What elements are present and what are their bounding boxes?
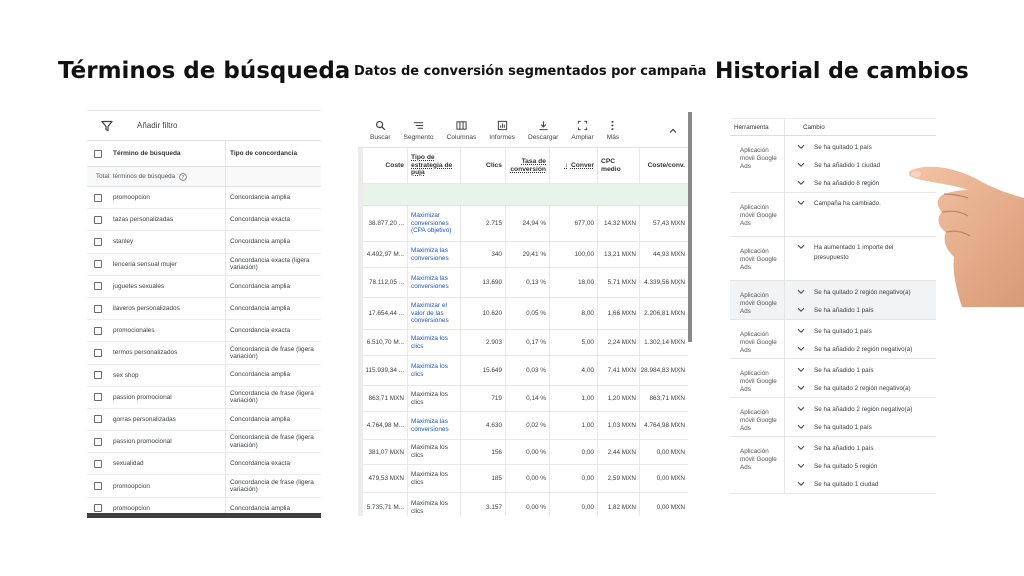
search-icon (375, 120, 386, 131)
change-item[interactable] (785, 418, 936, 436)
columns-icon (456, 120, 467, 131)
chevron-down-icon[interactable] (797, 200, 805, 206)
tool-cell: Aplicación móvil Google Ads (730, 398, 785, 436)
search-term-cell: sexualidad (113, 460, 144, 468)
column-header-change[interactable]: Cambio (803, 123, 825, 131)
tool-cell: Aplicación móvil Google Ads (730, 193, 785, 236)
row-checkbox[interactable] (94, 238, 102, 246)
help-icon[interactable] (179, 173, 187, 181)
toolbar-label: Buscar (370, 134, 391, 141)
header-cost-per-conv[interactable]: Coste/conv. (647, 161, 685, 169)
conversions-cell: 1,00 (550, 386, 598, 411)
table-row[interactable] (363, 440, 688, 465)
change-group (730, 320, 936, 359)
header-avg-cpc[interactable]: CPC medio (598, 148, 640, 183)
cost-cell: 17.654,44 ... (363, 298, 408, 329)
avg-cpc-cell: 7,41 MXN (598, 356, 640, 385)
row-checkbox[interactable] (94, 371, 102, 379)
change-item[interactable] (785, 439, 936, 457)
clicks-cell: 3.157 (461, 493, 506, 516)
cost-cell: 479,53 MXN (363, 465, 408, 492)
conversion-rate-cell: 29,41 % (506, 242, 550, 267)
conversion-rate-cell: 24,94 % (506, 206, 550, 241)
bid-strategy-cell: Maximiza los clics (408, 440, 461, 464)
chevron-down-icon[interactable] (797, 463, 805, 469)
row-checkbox[interactable] (94, 349, 102, 357)
tool-cell: Aplicación móvil Google Ads (730, 237, 785, 280)
toolbar-search-button[interactable] (370, 112, 391, 141)
table-row[interactable] (87, 475, 321, 497)
clicks-cell: 185 (461, 465, 506, 492)
match-type-cell: Concordancia exacta (230, 216, 291, 224)
conversion-table (363, 148, 688, 516)
table-row[interactable] (87, 320, 321, 342)
row-checkbox[interactable] (94, 504, 102, 512)
cost-cell: 38.877,20 ... (363, 206, 408, 241)
total-row (87, 167, 321, 187)
table-row[interactable] (87, 231, 321, 253)
download-icon (538, 120, 549, 131)
select-all-checkbox[interactable] (94, 150, 102, 158)
toolbar-label: Informes (489, 134, 515, 141)
search-term-cell: passion promocional (113, 393, 172, 401)
toolbar-label: Descargar (527, 134, 559, 141)
clicks-cell: 2.903 (461, 330, 506, 355)
cost-per-conversion-cell: 4.339,56 MXN (644, 279, 685, 286)
row-checkbox[interactable] (94, 305, 102, 313)
bid-strategy-cell: Maximiza los clics (408, 386, 461, 411)
bid-strategy-cell[interactable]: Maximiza las conversiones (408, 268, 461, 297)
conversion-rate-cell: 0,05 % (506, 298, 550, 329)
table-row[interactable] (363, 412, 688, 440)
toolbar-label: Segmento (403, 134, 434, 141)
change-text: Se ha quitado 5 región (814, 462, 878, 470)
avg-cpc-cell: 13,21 MXN (598, 242, 640, 267)
filter-icon[interactable] (101, 120, 113, 132)
match-type-cell: Concordancia amplia (230, 304, 291, 312)
search-terms-header-row (87, 141, 321, 167)
conversions-cell: 5,00 (550, 330, 598, 355)
chevron-down-icon[interactable] (797, 244, 805, 250)
toolbar-expand-button[interactable] (571, 112, 593, 141)
bid-strategy-cell[interactable]: Maximiza los clics (408, 330, 461, 355)
bid-strategy-cell: Maximiza los clics (408, 465, 461, 492)
table-row[interactable] (87, 431, 321, 453)
change-group (730, 359, 936, 398)
header-conversions-label: Conver (570, 161, 594, 169)
table-row[interactable] (87, 365, 321, 387)
tool-cell: Aplicación móvil Google Ads (730, 281, 785, 319)
clicks-cell: 10.620 (461, 298, 506, 329)
conversions-cell: 0,00 (550, 440, 598, 464)
highlighted-row (363, 184, 688, 206)
chevron-down-icon[interactable] (797, 346, 805, 352)
toolbar-download-button[interactable] (528, 112, 558, 141)
match-type-cell: Concordancia amplia (230, 415, 291, 423)
conversion-rate-cell: 0,13 % (506, 268, 550, 297)
table-row[interactable] (363, 242, 688, 268)
chevron-down-icon[interactable] (797, 180, 805, 186)
cost-cell: 115.939,34 ... (363, 356, 408, 385)
change-text: Se ha añadido 2 región negativo(a) (814, 345, 913, 353)
table-row[interactable] (87, 298, 321, 320)
row-checkbox[interactable] (94, 460, 102, 468)
row-checkbox[interactable] (94, 438, 102, 446)
change-group (730, 398, 936, 437)
tool-cell: Aplicación móvil Google Ads (730, 437, 785, 493)
conversion-rate-cell: 0,17 % (506, 330, 550, 355)
cost-cell: 381,07 MXN (363, 440, 408, 464)
table-row[interactable] (87, 276, 321, 298)
search-term-cell: tazas personalizadas (113, 216, 174, 224)
table-row[interactable] (87, 254, 321, 276)
table-row[interactable] (363, 298, 688, 330)
change-text: Se ha quitado 2 región negativo(a) (814, 288, 911, 296)
change-group (730, 437, 936, 494)
conversions-cell: 0,00 (550, 465, 598, 492)
avg-cpc-cell: 1,82 MXN (598, 493, 640, 516)
match-type-cell: Concordancia amplia (230, 193, 291, 201)
search-term-cell: stanley (113, 238, 134, 246)
chevron-down-icon[interactable] (797, 445, 805, 451)
change-text: Se ha añadido 2 región negativo(a) (814, 405, 913, 413)
cost-per-conversion-cell: 0,00 MXN (656, 448, 685, 456)
search-term-cell: promoopcion (113, 504, 150, 512)
add-filter-label[interactable]: Añadir filtro (137, 121, 178, 130)
match-type-cell: Concordancia amplia (230, 371, 291, 379)
search-terms-panel (87, 110, 321, 518)
cost-cell: 4.492,97 M... (363, 242, 408, 267)
conversion-data-panel (358, 112, 692, 516)
column-header-term[interactable]: Término de búsqueda (113, 150, 181, 157)
row-checkbox[interactable] (94, 327, 102, 335)
search-term-cell: promocionales (113, 327, 155, 335)
chevron-down-icon[interactable] (797, 406, 805, 412)
conversion-data-heading: Datos de conversión segmentados por campaña (354, 64, 707, 79)
conversions-cell: 1,00 (550, 412, 598, 439)
more-vert-icon (607, 120, 618, 131)
change-text: Se ha añadido 1 país (814, 306, 874, 314)
change-text: Se ha quitado 1 país (814, 327, 872, 335)
table-row[interactable] (363, 206, 688, 242)
chevron-down-icon[interactable] (797, 307, 805, 313)
toolbar-reports-button[interactable] (489, 112, 515, 141)
tool-cell: Aplicación móvil Google Ads (730, 136, 785, 192)
clicks-cell: 15.649 (461, 356, 506, 385)
match-type-cell: Concordancia exacta (ligera variación) (230, 256, 310, 272)
cost-cell: 863,71 MXN (363, 386, 408, 411)
horizontal-scrollbar[interactable] (87, 513, 321, 518)
cost-per-conversion-cell: 1.302,14 MXN (644, 339, 685, 346)
bid-strategy-cell[interactable]: Maximizar conversiones (CPA objetivo) (408, 206, 461, 241)
search-term-cell: sex shop (113, 371, 139, 379)
avg-cpc-cell: 1,20 MXN (598, 386, 640, 411)
match-type-cell: Concordancia de frase (ligera variación) (230, 434, 314, 449)
row-checkbox[interactable] (94, 415, 102, 423)
conversion-rate-cell: 0,00 % (506, 493, 550, 516)
chevron-down-icon[interactable] (797, 328, 805, 334)
match-type-cell: Concordancia de frase (ligera variación) (230, 478, 314, 494)
row-checkbox[interactable] (94, 260, 102, 268)
change-text: Ha aumentado 1 importe del presupuesto (814, 244, 894, 262)
chevron-down-icon[interactable] (797, 385, 805, 391)
bid-strategy-cell[interactable]: Maximiza las conversiones (408, 412, 461, 439)
vertical-scrollbar[interactable] (688, 112, 692, 342)
change-text: Se ha añadido 1 ciudad (814, 161, 881, 169)
change-item[interactable] (785, 322, 936, 340)
table-row[interactable] (87, 453, 321, 475)
segment-icon (413, 120, 424, 131)
sort-desc-arrow-icon: ↓ (564, 161, 568, 169)
column-header-match-type[interactable]: Tipo de concordancia (230, 149, 298, 157)
change-text: Se ha añadido 8 región (814, 179, 880, 187)
bid-strategy-cell[interactable]: Maximiza los clics (408, 356, 461, 385)
clicks-cell: 13.690 (461, 268, 506, 297)
reports-icon (497, 120, 508, 131)
toolbar-label: Columnas (446, 134, 477, 141)
cost-per-conversion-cell: 28.984,83 MXN (640, 367, 685, 374)
row-checkbox[interactable] (94, 282, 102, 290)
change-text: Se ha quitado 1 ciudad (814, 480, 879, 488)
conversion-rate-cell: 0,00 % (506, 440, 550, 464)
cost-per-conversion-cell: 57,43 MXN (653, 220, 685, 227)
cost-per-conversion-cell: 863,71 MXN (649, 395, 685, 402)
conversions-cell: 18,00 (550, 268, 598, 297)
header-conversions[interactable] (550, 148, 598, 183)
tool-cell: Aplicación móvil Google Ads (730, 359, 785, 397)
header-conversion-rate[interactable]: Tasa de conversión (506, 148, 550, 183)
change-text: Se ha añadido 1 país (814, 366, 874, 374)
change-item[interactable] (785, 457, 936, 475)
clicks-cell: 340 (461, 242, 506, 267)
cost-per-conversion-cell: 44,93 MXN (653, 251, 685, 258)
change-text: Se ha quitado 1 país (814, 423, 872, 431)
conversion-rate-cell: 0,14 % (506, 386, 550, 411)
avg-cpc-cell: 5,71 MXN (598, 268, 640, 297)
avg-cpc-cell: 2,44 MXN (598, 440, 640, 464)
toolbar-label: Ampliar (571, 134, 594, 141)
clicks-cell: 2.715 (461, 206, 506, 241)
search-terms-heading: Términos de búsqueda (58, 58, 351, 84)
table-row[interactable] (363, 330, 688, 356)
bid-strategy-cell[interactable]: Maximiza las conversiones (408, 242, 461, 267)
change-item[interactable] (785, 400, 936, 418)
search-terms-list (87, 187, 321, 518)
match-type-cell: Concordancia amplia (230, 282, 291, 290)
change-history-heading: Historial de cambios (715, 59, 969, 84)
svg-text:?: ? (181, 174, 185, 181)
avg-cpc-cell: 2,24 MXN (598, 330, 640, 355)
toolbar-segment-button[interactable] (404, 112, 434, 141)
conversions-cell: 677,00 (550, 206, 598, 241)
conversions-cell: 0,00 (550, 493, 598, 516)
chevron-down-icon[interactable] (797, 424, 805, 430)
collapse-chevron-up-icon[interactable] (668, 126, 678, 136)
search-term-cell: promoopcion (113, 194, 150, 202)
column-header-tool[interactable]: Herramienta (730, 119, 785, 135)
expand-icon (577, 120, 588, 131)
cost-per-conversion-cell: 0,00 MXN (656, 504, 685, 511)
clicks-cell: 719 (461, 386, 506, 411)
table-row[interactable] (87, 409, 321, 431)
table-row[interactable] (87, 342, 321, 364)
cost-cell: 78.112,05 ... (363, 268, 408, 297)
cost-per-conversion-cell: 4.764,98 MXN (644, 422, 685, 429)
toolbar-label: Más (606, 134, 620, 141)
clicks-cell: 156 (461, 440, 506, 464)
conversion-rate-cell: 0,03 % (506, 356, 550, 385)
chevron-down-icon[interactable] (797, 367, 805, 373)
search-term-cell: lenceria sensual mujer (113, 260, 177, 268)
cost-cell: 4.764,98 M... (363, 412, 408, 439)
cost-per-conversion-cell: 0,00 MXN (656, 475, 685, 482)
conversions-cell: 4,00 (550, 356, 598, 385)
chevron-down-icon[interactable] (797, 481, 805, 487)
avg-cpc-cell: 14,32 MXN (598, 206, 640, 241)
chevron-down-icon[interactable] (797, 144, 805, 150)
change-text: Se ha quitado 1 país (814, 143, 872, 151)
toolbar-more-button[interactable] (607, 112, 619, 141)
row-checkbox[interactable] (94, 216, 102, 224)
bid-strategy-cell: Maximiza los clics (408, 493, 461, 516)
chevron-down-icon[interactable] (797, 162, 805, 168)
toolbar-columns-button[interactable] (447, 112, 477, 141)
avg-cpc-cell: 1,66 MXN (598, 298, 640, 329)
row-checkbox[interactable] (94, 482, 102, 490)
total-label: Total: términos de búsqueda (96, 173, 176, 180)
pointing-hand-image (902, 132, 1024, 307)
change-item[interactable] (785, 340, 936, 358)
match-type-cell: Concordancia de frase (ligera variación) (230, 345, 314, 360)
search-term-cell: termos personalizados (113, 349, 178, 357)
avg-cpc-cell: 2,59 MXN (598, 465, 640, 492)
row-checkbox[interactable] (94, 393, 102, 401)
table-toolbar (358, 112, 692, 148)
clicks-cell: 4.630 (461, 412, 506, 439)
change-text: Se ha añadido 1 país (814, 444, 874, 452)
cost-cell: 6.510,70 M... (363, 330, 408, 355)
cost-cell: 5.735,71 M... (363, 493, 408, 516)
table-row[interactable] (87, 187, 321, 209)
match-type-cell: Concordancia exacta (230, 327, 291, 335)
table-row[interactable] (87, 387, 321, 409)
table-row[interactable] (87, 209, 321, 231)
avg-cpc-cell: 1,03 MXN (598, 412, 640, 439)
row-checkbox[interactable] (94, 194, 102, 202)
conversion-table-header (363, 148, 688, 184)
search-term-cell: passion promocional (113, 438, 172, 446)
conversion-rows (363, 206, 688, 516)
header-coste[interactable]: Coste (363, 148, 408, 183)
table-row[interactable] (363, 386, 688, 412)
change-item[interactable] (785, 475, 936, 493)
search-term-cell: juguetes sexuales (113, 282, 165, 290)
match-type-cell: Concordancia amplia (230, 504, 291, 512)
conversions-cell: 8,00 (550, 298, 598, 329)
table-row[interactable] (363, 268, 688, 298)
table-row[interactable] (363, 465, 688, 493)
header-bid-strategy[interactable]: Tipo de estrategia de puja (408, 148, 461, 183)
conversions-cell: 100,00 (550, 242, 598, 267)
search-term-cell: promoopcion (113, 482, 150, 490)
cost-per-conversion-cell: 2.206,81 MXN (644, 310, 685, 317)
chevron-down-icon[interactable] (797, 289, 805, 295)
conversion-rate-cell: 0,02 % (506, 412, 550, 439)
header-clics[interactable]: Clics (461, 148, 506, 183)
filter-bar[interactable] (87, 111, 321, 141)
bid-strategy-cell[interactable]: Maximizar el valor de las conversiones (408, 298, 461, 329)
tool-cell: Aplicación móvil Google Ads (730, 320, 785, 358)
change-item[interactable] (785, 379, 936, 397)
change-item[interactable] (785, 361, 936, 379)
match-type-cell: Concordancia exacta (230, 460, 291, 468)
table-row[interactable] (363, 356, 688, 386)
search-term-cell: llaveros personalizados (113, 305, 180, 313)
match-type-cell: Concordancia amplia (230, 238, 291, 246)
conversion-rate-cell: 0,00 % (506, 465, 550, 492)
change-text: Campaña ha cambiado. (814, 200, 881, 207)
table-row[interactable] (363, 493, 688, 516)
match-type-cell: Concordancia de frase (ligera variación) (230, 389, 314, 405)
change-text: Se ha quitado 2 región negativo(a) (814, 384, 911, 392)
search-term-cell: gorras personalizadas (113, 415, 176, 423)
